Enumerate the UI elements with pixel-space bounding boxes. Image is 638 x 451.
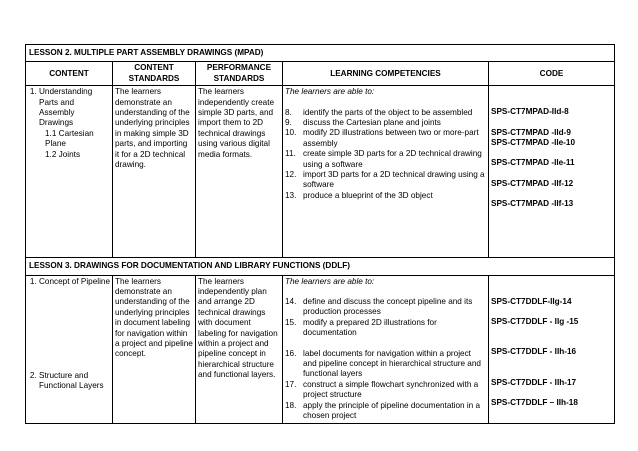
lesson2-competencies-cell xyxy=(283,86,489,258)
lesson2-performance-standard: The learners independently create simple 3D parts, and import them to 2D technical drawings using various digital media formats. xyxy=(196,86,283,258)
code-item: SPS-CT7MPAD -IIe-10 xyxy=(491,138,576,148)
lesson2-row xyxy=(26,86,615,258)
lesson3-topic-1: 1. Concept of Pipeline xyxy=(39,277,110,287)
competency-item: 8. identify the parts of the object to be assembled xyxy=(285,107,473,117)
lesson2-subtopic-1: 1.1 Cartesian Plane xyxy=(45,128,94,149)
lesson2-title: LESSON 2. MULTIPLE PART ASSEMBLY DRAWINGS (MPAD) xyxy=(26,45,615,62)
code-item: SPS-CT7MPAD -IId-9 xyxy=(491,127,571,137)
header-code: CODE xyxy=(489,62,615,86)
header-content-standards: CONTENT STANDARDS xyxy=(113,62,196,86)
code-item: SPS-CT7DDLF - IIg -15 xyxy=(491,317,579,327)
code-item: SPS-CT7MPAD-IId-8 xyxy=(491,107,569,117)
header-learning-competencies: LEARNING COMPETENCIES xyxy=(283,62,489,86)
lesson3-competencies-cell xyxy=(283,275,489,423)
lesson2-topic-1: 1. Understanding Parts and Assembly Drawings 1.1 Cartesian Plane 1.2 Joints xyxy=(39,87,110,160)
curriculum-table xyxy=(25,44,615,424)
column-header-row xyxy=(26,62,615,86)
lesson3-competency-list xyxy=(285,297,486,421)
lesson2-subtopic-2: 1.2 Joints xyxy=(45,149,81,159)
code-item: SPS-CT7MPAD -IIe-11 xyxy=(491,158,575,168)
code-item: SPS-CT7MPAD -IIf-13 xyxy=(491,199,574,209)
lesson3-row xyxy=(26,275,615,423)
header-performance-standards: PERFORMANCE STANDARDS xyxy=(196,62,283,86)
code-item: SPS-CT7DDLF - IIh-16 xyxy=(491,347,577,357)
lesson2-competency-list xyxy=(285,108,486,202)
header-content: CONTENT xyxy=(26,62,113,86)
competency-item: 16. label documents for navigation within a project and pipeline concept in hierarchical structure and functional layers xyxy=(285,348,481,379)
competency-item: 11. create simple 3D parts for a 2D technical drawing using a software xyxy=(285,149,482,169)
lesson3-codes-cell xyxy=(489,275,615,423)
lesson2-codes-cell xyxy=(489,86,615,258)
curriculum-guide-page xyxy=(25,44,614,424)
competency-item: 10. modify 2D illustrations between two or more-part assembly xyxy=(285,128,479,148)
lesson3-topic-2: 2. Structure and Functional Layers xyxy=(39,371,110,392)
lesson3-content-standard: The learners demonstrate an understanding of the underlying principles in document labeling for navigation within a project and pipeline concept. xyxy=(113,275,196,423)
lesson2-content-cell xyxy=(26,86,113,258)
lesson3-content-cell xyxy=(26,275,113,423)
competency-item: 18. apply the principle of pipeline documentation in a chosen project xyxy=(285,400,481,421)
code-item: SPS-CT7MPAD -IIf-12 xyxy=(491,178,574,188)
lesson2-competency-intro: The learners are able to: xyxy=(285,87,375,97)
lesson3-performance-standard: The learners independently plan and arrange 2D technical drawings with document labeling for navigation within a project and pipeline concept in hierarchical structure and functional layers. xyxy=(196,275,283,423)
competency-item: 12. import 3D parts for a 2D technical drawing using a software xyxy=(285,170,485,190)
code-item: SPS-CT7DDLF-IIg-14 xyxy=(491,296,572,306)
lesson3-title: LESSON 3. DRAWINGS FOR DOCUMENTATION AND LIBRARY FUNCTIONS (DDLF) xyxy=(26,258,615,275)
competency-item: 15. modify a prepared 2D illustrations for documentation xyxy=(285,317,437,338)
competency-item: 9. discuss the Cartesian plane and joints xyxy=(285,118,441,128)
code-item: SPS-CT7DDLF – IIh-18 xyxy=(491,398,578,408)
code-item: SPS-CT7DDLF - IIh-17 xyxy=(491,377,577,387)
competency-item: 17. construct a simple flowchart synchronized with a project structure xyxy=(285,379,479,400)
lesson3-competency-intro: The learners are able to: xyxy=(285,276,375,286)
lesson2-content-standard: The learners demonstrate an understanding of the underlying principles in making simple 3D parts, and importing it for a 2D technical drawing. xyxy=(113,86,196,258)
competency-item: 14. define and discuss the concept pipeline and its production processes xyxy=(285,297,473,317)
competency-item: 13. produce a blueprint of the 3D object xyxy=(285,190,433,200)
